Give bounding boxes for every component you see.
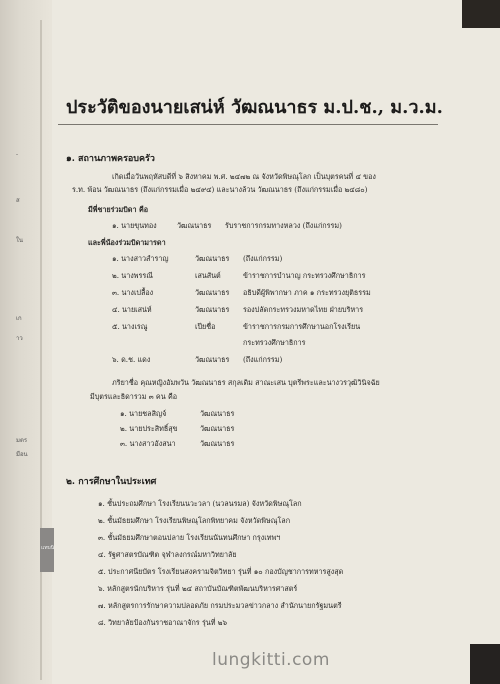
education-item: ๒. ชั้นมัธยมศึกษา โรงเรียนพิษณุโลกพิทยาคม จังหวัดพิษณุโลก bbox=[98, 516, 291, 525]
list-item-surname: เสนสันต์ bbox=[195, 271, 221, 280]
list-item: ๓. นางสาวอังสนา bbox=[120, 439, 176, 448]
paragraph-line: ร.ท. พ้อน วัฒณนาธร (ถึงแก่กรรมเมื่อ ๒๔๙๔) และนางล้วน วัฒณนาธร (ถึงแก่กรรมเมื่อ ๒๔๘๐) bbox=[72, 185, 368, 194]
list-item: ๕. นางเรณู bbox=[112, 322, 148, 331]
list-item: ๒. นายประสิทธิ์สุข bbox=[120, 424, 178, 433]
list-item-note: กระทรวงศึกษาธิการ bbox=[243, 338, 306, 347]
margin-mark: - bbox=[16, 151, 19, 158]
paragraph-line: มีบุตรและธิดารวม ๓ คน คือ bbox=[90, 392, 178, 401]
list-item-note: รับราชการกรมทางหลวง (ถึงแก่กรรม) bbox=[225, 221, 342, 230]
subheading: และพี่น้องร่วมบิดามารดา bbox=[88, 238, 166, 247]
education-item: ๖. หลักสูตรนักบริหาร รุ่นที่ ๒๔ สถาบันบัณฑิตพัฒนบริหารศาสตร์ bbox=[98, 584, 298, 593]
page-title: ประวัติของนายเสน่ห์ วัฒณนาธร ม.ป.ช., ม.ว.ม. bbox=[66, 97, 443, 118]
list-item-surname: วัฒณนาธร bbox=[200, 409, 235, 418]
list-item-surname: วัฒณนาธร bbox=[200, 439, 235, 448]
list-item-note: อธิบดีผู้พิพากษา ภาค ๑ กระทรวงยุติธรรม bbox=[243, 288, 371, 297]
list-item-surname: เปียชื่อ bbox=[195, 322, 216, 331]
list-item-surname: วัฒณนาธร bbox=[195, 288, 230, 297]
list-item: ๑. นายชลสิญจ์ bbox=[120, 409, 167, 418]
margin-mark: ใน bbox=[16, 237, 24, 244]
margin-mark: าว bbox=[16, 335, 23, 342]
title-rule bbox=[58, 124, 438, 125]
education-item: ๓. ชั้นมัธยมศึกษาตอนปลาย โรงเรียนนันทนศึกษา กรุงเทพฯ bbox=[98, 533, 281, 542]
list-item: ๖. ด.ช. แดง bbox=[112, 355, 151, 364]
list-item-surname: วัฒณนาธร bbox=[200, 424, 235, 433]
list-item: ๒. นางพรรณี bbox=[112, 271, 153, 280]
paragraph-line: ภริยาชื่อ คุณหญิงอัมพวัน วัฒณนาธร สกุลเดิม สาณะเสน บุตรีพระและนางวรวุฒิวินิจฉัย bbox=[112, 378, 380, 387]
education-item: ๘. วิทยาลัยป้องกันราชอาณาจักร รุ่นที่ ๒๖ bbox=[98, 618, 228, 627]
page-gutter bbox=[0, 0, 55, 684]
background-corner bbox=[462, 0, 500, 28]
list-item-note: ข้าราชการกรมการศึกษานอกโรงเรียน bbox=[243, 322, 361, 331]
previous-page-edge bbox=[40, 20, 42, 680]
list-item: ๓. นางเปลื้อง bbox=[112, 288, 154, 297]
margin-mark: มือน bbox=[16, 451, 28, 458]
watermark: lungkitti.com bbox=[212, 650, 330, 670]
section-heading: ๑. สถานภาพครอบครัว bbox=[66, 154, 155, 164]
list-item: ๑. นายขุนทอง bbox=[112, 221, 157, 230]
list-item-note: (ถึงแก่กรรม) bbox=[243, 254, 283, 263]
education-item: ๗. หลักสูตรการรักษาความปลอดภัย กรมประมวลข่าวกลาง สำนักนายกรัฐมนตรี bbox=[98, 601, 342, 610]
list-item-note: ข้าราชการบำนาญ กระทรวงศึกษาธิการ bbox=[243, 271, 366, 280]
list-item: ๔. นายเสน่ห์ bbox=[112, 305, 152, 314]
section-heading: ๒. การศึกษาในประเทศ bbox=[66, 477, 157, 487]
tab-label: แทบนิ bbox=[41, 545, 55, 551]
margin-mark: ส bbox=[16, 197, 20, 204]
education-item: ๑. ชั้นประถมศึกษา โรงเรียนนวะวลา (นวลนรมล) จังหวัดพิษณุโลก bbox=[98, 499, 302, 508]
list-item-note: รองปลัดกระทรวงมหาดไทย ฝ่ายบริหาร bbox=[243, 305, 364, 314]
list-item-surname: วัฒณนาธร bbox=[177, 221, 212, 230]
list-item-note: (ถึงแก่กรรม) bbox=[243, 355, 283, 364]
education-item: ๕. ประกาศนียบัตร โรงเรียนสงครามจิตวิทยา รุ่นที่ ๑๐ กองบัญชาการทหารสูงสุด bbox=[98, 567, 344, 576]
list-item-surname: วัฒณนาธร bbox=[195, 355, 230, 364]
list-item: ๑. นางสาวสำราญ bbox=[112, 254, 169, 263]
margin-mark: เก bbox=[16, 315, 22, 322]
list-item-surname: วัฒณนาธร bbox=[195, 305, 230, 314]
subheading: มีพี่ชายร่วมบิดา คือ bbox=[88, 205, 149, 214]
background-corner bbox=[470, 644, 500, 684]
margin-mark: มตร bbox=[16, 437, 28, 444]
list-item-surname: วัฒณนาธร bbox=[195, 254, 230, 263]
paragraph-line: เกิดเมื่อวันพฤหัสบดีที่ ๖ สิงหาคม พ.ศ. ๒๔๗๒ ณ จังหวัดพิษณุโลก เป็นบุตรคนที่ ๔ ของ bbox=[112, 172, 376, 181]
education-item: ๔. รัฐศาสตรบัณฑิต จุฬาลงกรณ์มหาวิทยาลัย bbox=[98, 550, 237, 559]
